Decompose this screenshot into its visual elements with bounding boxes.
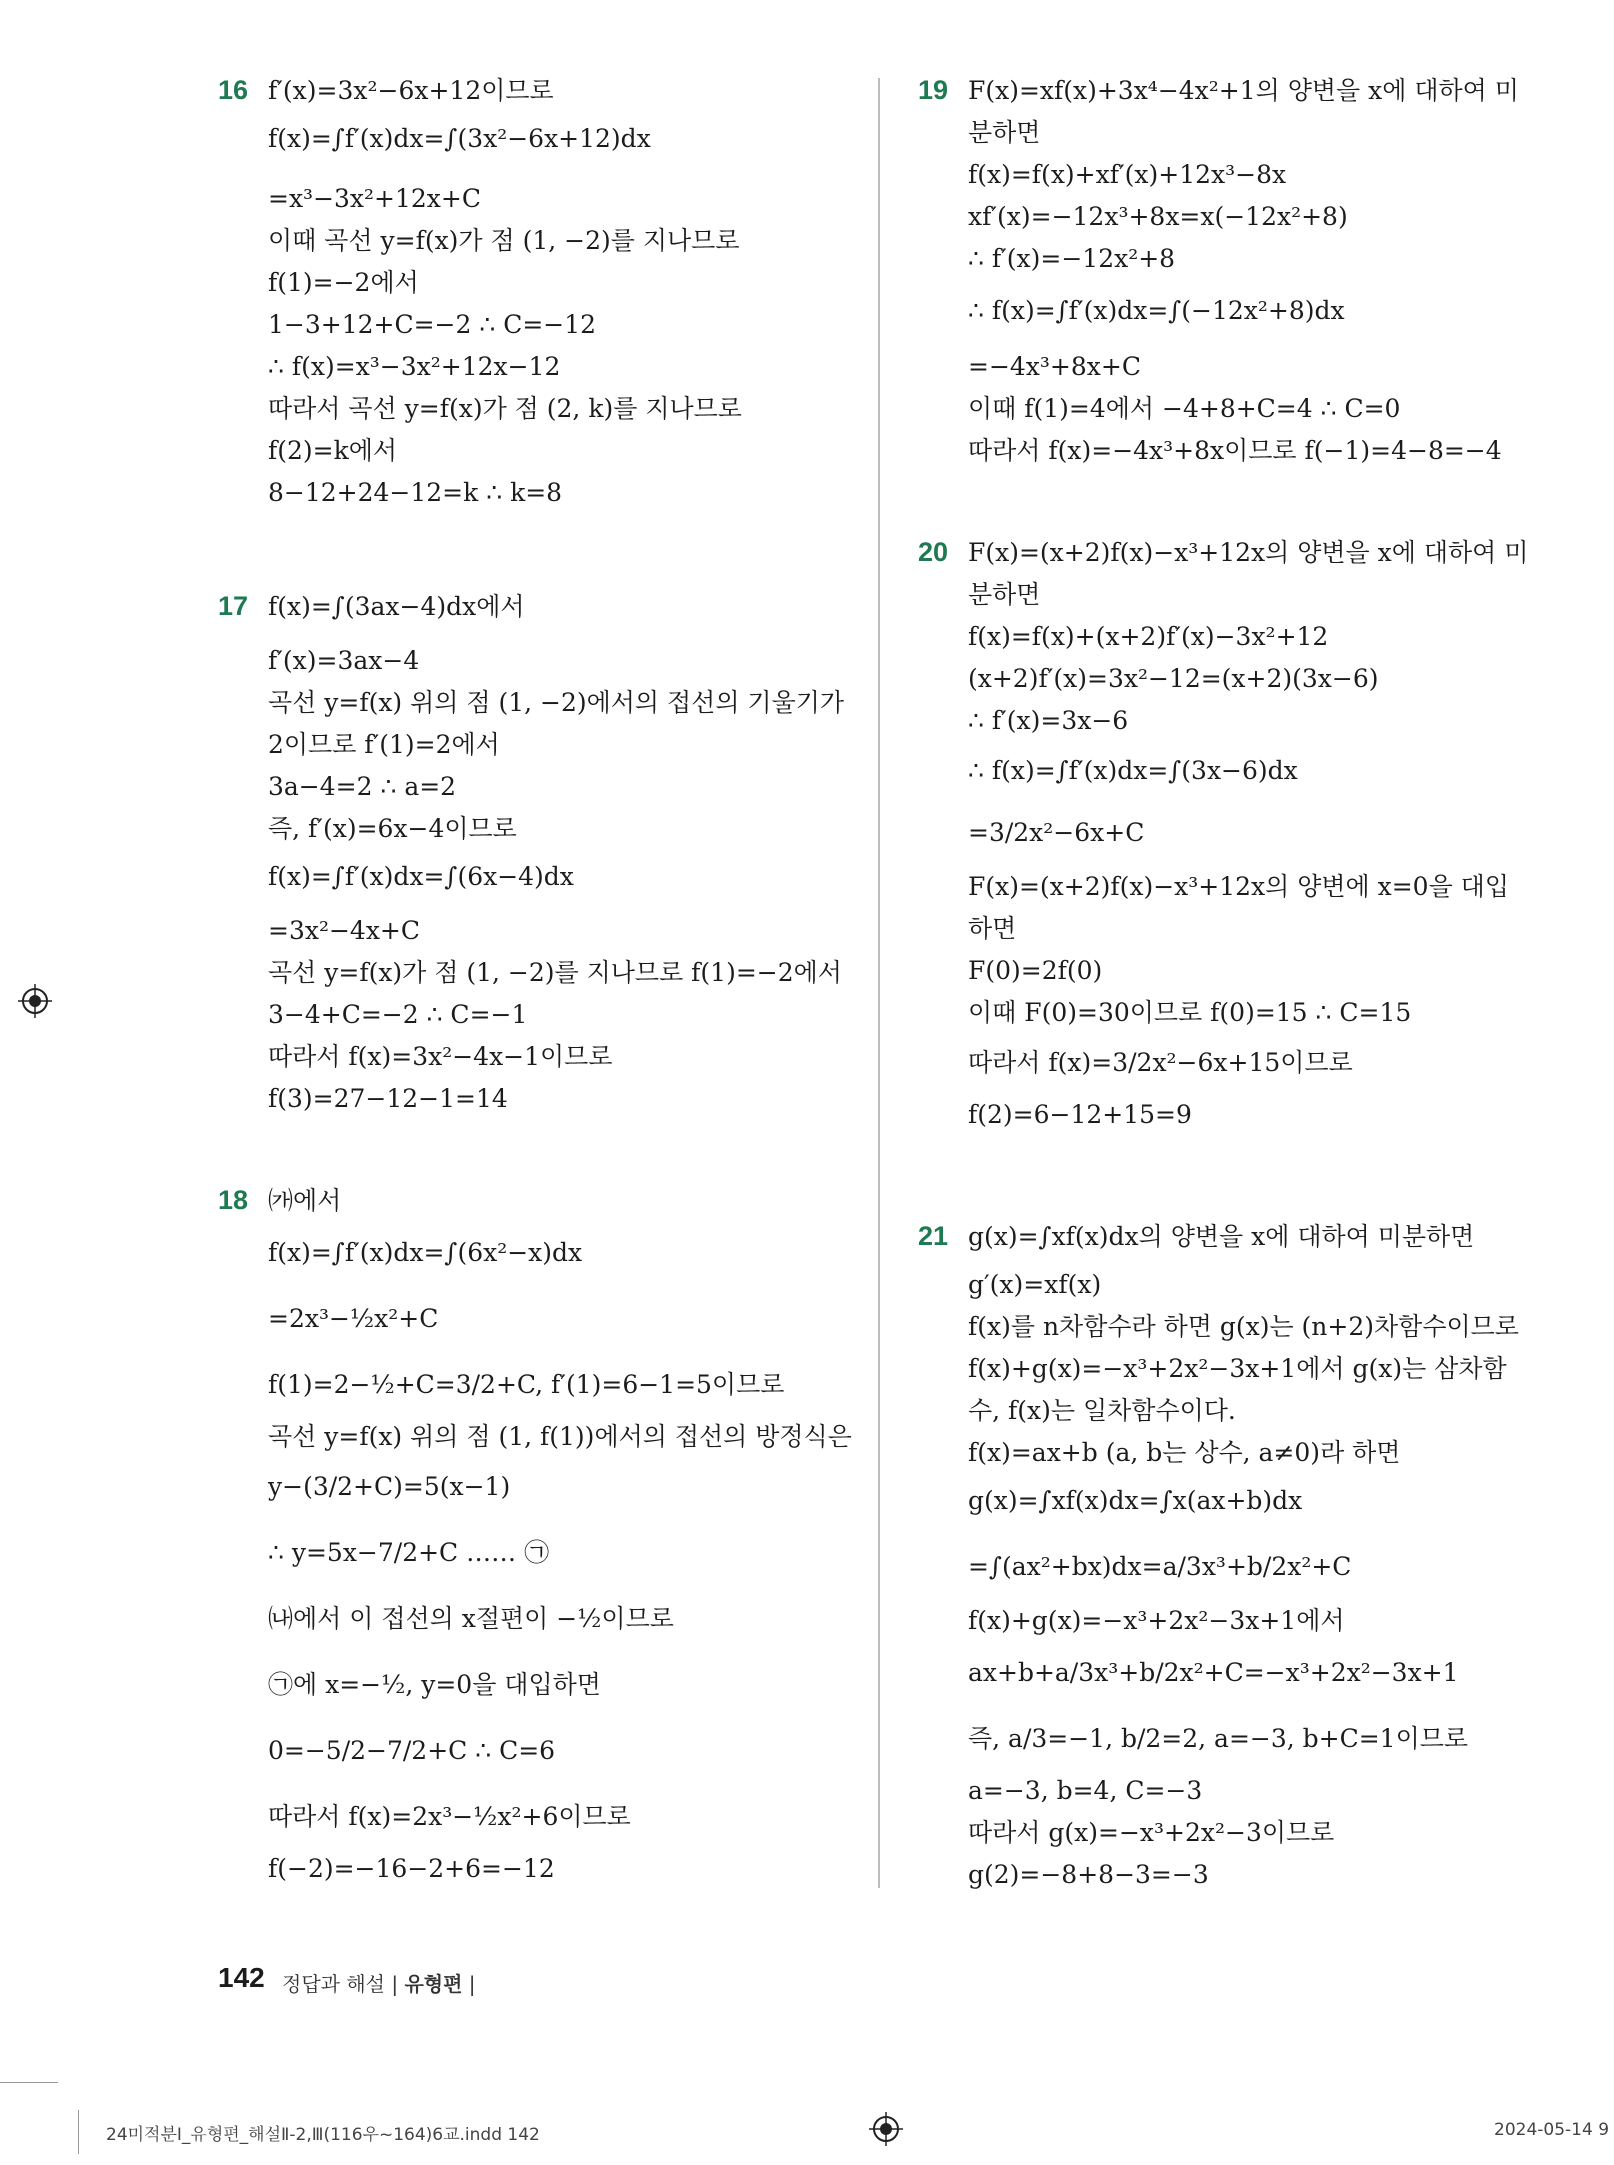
solution-line: a=−3, b=4, C=−3 (968, 1776, 1203, 1805)
problem-number: 21 (918, 1221, 949, 1251)
registration-mark-icon (869, 2112, 903, 2146)
solution-line: f(2)=k에서 (268, 436, 398, 465)
solution-line: ∴ f′(x)=3x−6 (968, 706, 1129, 735)
solution-line: 따라서 f(x)=−4x³+8x이므로 f(−1)=4−8=−4 (968, 436, 1502, 465)
solution-line: 곡선 y=f(x)가 점 (1, −2)를 지나므로 f(1)=−2에서 (268, 958, 842, 987)
solution-line: ∴ f(x)=x³−3x²+12x−12 (268, 352, 561, 381)
solution-line: 분하면 (968, 580, 1041, 609)
solution-line: 이때 F(0)=30이므로 f(0)=15 ∴ C=15 (968, 998, 1412, 1027)
problem-number: 20 (918, 537, 949, 567)
column-divider (878, 78, 880, 1888)
page-label-separator: | (468, 1972, 476, 1996)
solution-line: f(x)=ax+b (a, b는 상수, a≠0)라 하면 (968, 1438, 1401, 1467)
problem-number: 16 (218, 75, 249, 105)
solution-line: 2이므로 f′(1)=2에서 (268, 730, 500, 759)
footer-rule (78, 2110, 79, 2154)
solution-line: =3x²−4x+C (268, 916, 421, 945)
solution-line: 3−4+C=−2 ∴ C=−1 (268, 1000, 528, 1029)
page-label-separator: | (391, 1972, 405, 1996)
solution-line: ∴ y=5x−7/2+C …… ㉠ (268, 1538, 550, 1567)
solution-line: ㈏에서 이 접선의 x절편이 −½이므로 (268, 1604, 674, 1633)
solution-line: 0=−5/2−7/2+C ∴ C=6 (268, 1736, 556, 1765)
solution-line: 따라서 곡선 y=f(x)가 점 (2, k)를 지나므로 (268, 394, 742, 423)
page-number: 142 (218, 1962, 265, 1993)
problem-number: 18 (218, 1185, 249, 1215)
solution-line: 따라서 f(x)=2x³−½x²+6이므로 (268, 1802, 631, 1831)
solution-line: ㈎에서 (268, 1186, 342, 1215)
solution-line: =3/2x²−6x+C (968, 818, 1145, 847)
solution-line: (x+2)f′(x)=3x²−12=(x+2)(3x−6) (968, 664, 1379, 693)
solution-line: 곡선 y=f(x) 위의 점 (1, f(1))에서의 접선의 방정식은 (268, 1422, 852, 1451)
solution-line: f′(x)=3x²−6x+12이므로 (268, 76, 554, 105)
solution-line: g′(x)=xf(x) (968, 1270, 1102, 1299)
solution-line: f(x)=f(x)+(x+2)f′(x)−3x²+12 (968, 622, 1329, 651)
page-label (282, 1968, 476, 1997)
solution-line: f(x)+g(x)=−x³+2x²−3x+1에서 (968, 1606, 1345, 1635)
solution-line: ㉠에 x=−½, y=0을 대입하면 (268, 1670, 601, 1699)
solution-line: g(x)=∫xf(x)dx의 양변을 x에 대하여 미분하면 (968, 1222, 1475, 1251)
solution-line: f(1)=−2에서 (268, 268, 419, 297)
solution-line: ∴ f′(x)=−12x²+8 (968, 244, 1176, 273)
problem-number: 17 (218, 591, 249, 621)
solution-line: f(−2)=−16−2+6=−12 (268, 1854, 555, 1883)
solution-line: 즉, a/3=−1, b/2=2, a=−3, b+C=1이므로 (968, 1724, 1469, 1753)
solution-line: 8−12+24−12=k ∴ k=8 (268, 478, 563, 507)
footer-date: 2024-05-14 9 (1494, 2120, 1610, 2140)
solution-line: f′(x)=3ax−4 (268, 646, 420, 675)
solution-line: f(1)=2−½+C=3/2+C, f′(1)=6−1=5이므로 (268, 1370, 785, 1399)
solution-line: xf′(x)=−12x³+8x=x(−12x²+8) (968, 202, 1348, 231)
solution-line: 분하면 (968, 118, 1041, 147)
solution-line: 이때 f(1)=4에서 −4+8+C=4 ∴ C=0 (968, 394, 1401, 423)
solution-line: 3a−4=2 ∴ a=2 (268, 772, 457, 801)
solution-line: f(3)=27−12−1=14 (268, 1084, 508, 1113)
page-label-section: 유형편 (404, 1972, 463, 1996)
solution-line: y−(3/2+C)=5(x−1) (268, 1472, 511, 1501)
solution-line: 곡선 y=f(x) 위의 점 (1, −2)에서의 접선의 기울기가 (268, 688, 845, 717)
solution-line: =−4x³+8x+C (968, 352, 1141, 381)
solution-line: =∫(ax²+bx)dx=a/3x³+b/2x²+C (968, 1552, 1352, 1581)
footer-filename: 24미적분Ⅰ_유형편_해설Ⅱ-2,Ⅲ(116우~164)6교.indd 142 (106, 2125, 540, 2145)
solution-line: 즉, f′(x)=6x−4이므로 (268, 814, 517, 843)
solution-line: F(x)=(x+2)f(x)−x³+12x의 양변에 x=0을 대입 (968, 872, 1509, 901)
solution-line: f(x)=∫f′(x)dx=∫(6x²−x)dx (268, 1238, 583, 1267)
solution-line: 하면 (968, 914, 1017, 943)
page-label-prefix: 정답과 해설 (282, 1972, 385, 1996)
solution-line: ∴ f(x)=∫f′(x)dx=∫(3x−6)dx (968, 756, 1298, 785)
solution-line: f(x)를 n차함수라 하면 g(x)는 (n+2)차함수이므로 (968, 1312, 1519, 1341)
solution-line: 수, f(x)는 일차함수이다. (968, 1396, 1236, 1425)
solution-line: =2x³−½x²+C (268, 1304, 439, 1333)
solution-line: f(2)=6−12+15=9 (968, 1100, 1192, 1129)
solution-line: ∴ f(x)=∫f′(x)dx=∫(−12x²+8)dx (968, 296, 1345, 325)
solution-line: f(x)=∫(3ax−4)dx에서 (268, 592, 525, 621)
registration-mark-icon (18, 984, 52, 1018)
problem-number: 19 (918, 75, 949, 105)
solution-line: g(2)=−8+8−3=−3 (968, 1860, 1209, 1889)
solution-line: g(x)=∫xf(x)dx=∫x(ax+b)dx (968, 1486, 1303, 1515)
solution-line: 따라서 f(x)=3/2x²−6x+15이므로 (968, 1048, 1353, 1077)
solution-line: ax+b+a/3x³+b/2x²+C=−x³+2x²−3x+1 (968, 1658, 1459, 1687)
solution-line: F(x)=(x+2)f(x)−x³+12x의 양변을 x에 대하여 미 (968, 538, 1529, 567)
solution-line: 이때 곡선 y=f(x)가 점 (1, −2)를 지나므로 (268, 226, 740, 255)
solution-line: 따라서 g(x)=−x³+2x²−3이므로 (968, 1818, 1335, 1847)
solution-line: f(x)=∫f′(x)dx=∫(3x²−6x+12)dx (268, 124, 651, 153)
footer-rule (0, 2082, 58, 2083)
solution-line: =x³−3x²+12x+C (268, 184, 481, 213)
solution-line: f(x)+g(x)=−x³+2x²−3x+1에서 g(x)는 삼차함 (968, 1354, 1507, 1383)
solution-line: f(x)=∫f′(x)dx=∫(6x−4)dx (268, 862, 574, 891)
solution-line: F(x)=xf(x)+3x⁴−4x²+1의 양변을 x에 대하여 미 (968, 76, 1519, 105)
solution-line: F(0)=2f(0) (968, 956, 1103, 985)
solution-line: 1−3+12+C=−2 ∴ C=−12 (268, 310, 597, 339)
solution-line: 따라서 f(x)=3x²−4x−1이므로 (268, 1042, 613, 1071)
solution-line: f(x)=f(x)+xf′(x)+12x³−8x (968, 160, 1287, 189)
